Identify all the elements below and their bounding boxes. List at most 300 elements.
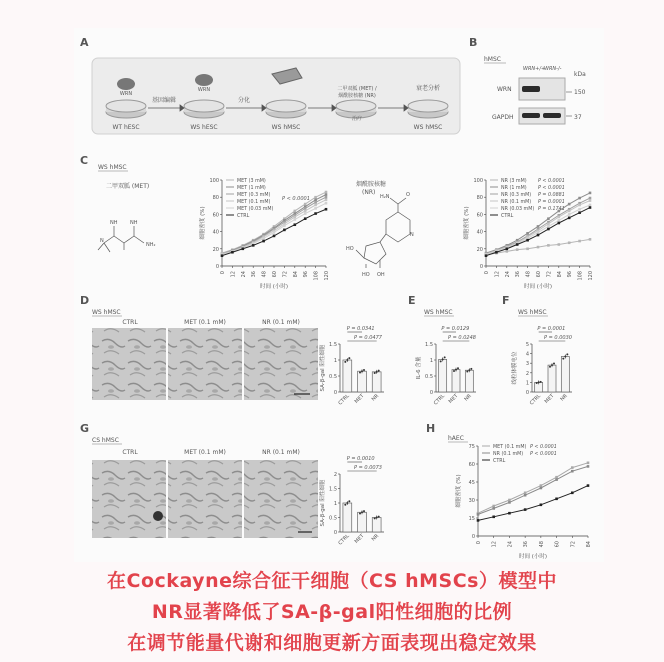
caption-line-3: 在调节能量代谢和细胞更新方面表现出稳定效果 bbox=[127, 632, 537, 654]
data-point bbox=[304, 217, 307, 220]
panel-g-letter: G bbox=[80, 422, 90, 435]
replicate-dot bbox=[553, 363, 555, 365]
data-point bbox=[314, 198, 317, 201]
legend-entry: NR (3 mM) bbox=[501, 179, 527, 184]
x-tick-label: 108 bbox=[313, 271, 320, 281]
data-point bbox=[524, 508, 527, 511]
x-tick-label: 36 bbox=[523, 541, 530, 548]
y-axis-label: 细胞密度 (%) bbox=[456, 474, 462, 508]
replicate-dot bbox=[470, 368, 472, 370]
legend-entry: CTRL bbox=[493, 459, 506, 464]
legend-p-value: P < 0.0001 bbox=[530, 452, 557, 457]
step-label: 烟酰胺核糖 (NR) bbox=[338, 93, 376, 99]
x-tick-label: MET bbox=[543, 393, 556, 405]
panel-c-cell-type: WS hMSC bbox=[98, 164, 127, 171]
data-point bbox=[540, 504, 543, 507]
replicate-dot bbox=[540, 381, 542, 383]
data-point bbox=[508, 499, 511, 502]
legend-entry: MET (0.03 mM) bbox=[237, 207, 274, 212]
x-tick-label: 108 bbox=[577, 270, 584, 281]
replicate-dot bbox=[562, 358, 564, 360]
replicate-dot bbox=[566, 353, 568, 355]
data-point bbox=[537, 246, 540, 249]
x-tick-label: 24 bbox=[240, 271, 247, 278]
replicate-dot bbox=[551, 364, 553, 366]
blot-cell-type: hMSC bbox=[484, 56, 501, 63]
legend-entry: MET (0.1 mM) bbox=[237, 200, 271, 205]
bar bbox=[343, 503, 352, 532]
y-tick-label: 45 bbox=[468, 480, 475, 486]
met-label: 二甲双胍 (MET) bbox=[106, 183, 150, 190]
bar bbox=[372, 518, 381, 533]
data-point bbox=[547, 244, 550, 247]
chart-g-sa-beta-gal bbox=[318, 456, 384, 546]
nr-structure bbox=[356, 198, 410, 268]
kda-marker: 37 bbox=[574, 114, 582, 121]
x-tick-label: 12 bbox=[491, 541, 498, 548]
legend-p-value: P < 0.0001 bbox=[538, 179, 565, 184]
data-point bbox=[578, 197, 581, 200]
data-point bbox=[568, 213, 571, 216]
legend-p-value: P < 0.0001 bbox=[530, 445, 557, 450]
chart-nr-growth bbox=[462, 178, 594, 290]
data-point bbox=[273, 231, 276, 234]
data-point bbox=[589, 238, 592, 241]
svg-text:NH: NH bbox=[130, 220, 138, 226]
replicate-dot bbox=[549, 366, 551, 368]
x-tick-label: 48 bbox=[261, 271, 268, 278]
nr-abbr: (NR) bbox=[362, 189, 376, 196]
replicate-dot bbox=[361, 511, 363, 513]
y-tick-label: 1.5 bbox=[329, 486, 337, 493]
panel-c-letter: C bbox=[80, 154, 89, 167]
p-value: P = 0.0129 bbox=[441, 326, 470, 332]
data-point bbox=[526, 239, 529, 242]
stage-label: WS hMSC bbox=[413, 124, 443, 131]
y-axis-label: 细胞密度 (%) bbox=[200, 206, 206, 240]
micrograph-met bbox=[168, 460, 242, 538]
p-value: P = 0.0030 bbox=[544, 335, 572, 341]
x-tick-label: CTRL bbox=[337, 393, 351, 407]
step-label: 分化 bbox=[237, 97, 251, 104]
y-tick-label: 1.5 bbox=[425, 342, 433, 348]
step-label: 基因编辑 bbox=[151, 97, 177, 104]
condition-label: MET (0.1 mM) bbox=[184, 319, 226, 326]
data-point bbox=[578, 240, 581, 243]
data-point bbox=[547, 223, 550, 226]
data-point bbox=[558, 216, 561, 219]
data-point bbox=[314, 201, 317, 204]
replicate-dot bbox=[376, 517, 378, 519]
x-tick-label: 48 bbox=[538, 541, 545, 548]
data-point bbox=[294, 216, 297, 219]
panel-h-cell-type: hAEC bbox=[448, 435, 464, 442]
svg-text:HO: HO bbox=[346, 246, 354, 252]
data-point bbox=[273, 235, 276, 238]
metformin-structure bbox=[98, 226, 144, 252]
panel-d-letter: D bbox=[80, 294, 90, 307]
stage-label: WS hMSC bbox=[271, 124, 301, 131]
data-point bbox=[555, 476, 558, 479]
data-point bbox=[262, 237, 265, 240]
svg-text:N: N bbox=[100, 238, 104, 244]
data-point bbox=[516, 248, 519, 251]
replicate-dot bbox=[348, 357, 350, 359]
y-tick-label: 2 bbox=[333, 472, 337, 478]
caption-line-1: 在Cockayne综合征干细胞（CS hMSCs）模型中 bbox=[107, 570, 557, 592]
data-point bbox=[252, 244, 255, 247]
y-tick-label: 60 bbox=[468, 462, 475, 468]
data-point bbox=[555, 498, 558, 501]
legend-entry: NR (1 mM) bbox=[501, 186, 527, 191]
p-value: P = 0.0341 bbox=[346, 326, 375, 332]
data-point bbox=[571, 466, 574, 469]
y-tick-label: 0 bbox=[215, 264, 219, 270]
y-tick-label: 0 bbox=[479, 264, 483, 270]
replicate-dot bbox=[468, 369, 470, 371]
data-point bbox=[314, 196, 317, 199]
data-point bbox=[547, 225, 550, 228]
y-tick-label: 2 bbox=[525, 370, 529, 377]
replicate-dot bbox=[346, 502, 348, 504]
data-point bbox=[477, 519, 480, 522]
y-axis-label: SA-β-gal 阳性细胞 bbox=[320, 344, 326, 392]
x-tick-label: 0 bbox=[220, 271, 226, 275]
step-sub-label: 治疗 bbox=[351, 116, 363, 122]
x-tick-label: MET bbox=[353, 393, 366, 405]
panel-h-letter: H bbox=[426, 422, 436, 435]
legend-entry: MET (0.3 mM) bbox=[237, 193, 271, 198]
replicate-dot bbox=[348, 500, 350, 502]
y-tick-label: 1 bbox=[429, 358, 433, 364]
y-tick-label: 3 bbox=[525, 361, 529, 368]
data-point bbox=[571, 470, 574, 473]
x-tick-label: 12 bbox=[230, 271, 237, 278]
y-axis-label: SA-β-gal 阳性细胞 bbox=[320, 479, 326, 527]
x-axis-label: 时间 (小时) bbox=[259, 284, 289, 290]
replicate-dot bbox=[442, 358, 444, 360]
legend-entry: CTRL bbox=[237, 214, 250, 219]
x-tick-label: 84 bbox=[556, 271, 563, 278]
data-point bbox=[231, 251, 234, 254]
data-point bbox=[537, 225, 540, 228]
x-tick-label: CTRL bbox=[528, 393, 543, 407]
replicate-dot bbox=[359, 512, 361, 514]
svg-text:NH₂: NH₂ bbox=[146, 242, 156, 248]
p-value: P = 0.0001 bbox=[537, 326, 566, 332]
data-point bbox=[587, 465, 590, 468]
data-point bbox=[294, 210, 297, 213]
y-tick-label: 1.5 bbox=[329, 342, 337, 348]
y-tick-label: 0 bbox=[333, 390, 337, 396]
stage-label: WT hESC bbox=[112, 124, 140, 131]
data-point bbox=[558, 243, 561, 246]
x-tick-label: 72 bbox=[546, 271, 553, 278]
data-point bbox=[283, 224, 286, 227]
micrograph-nr bbox=[244, 328, 318, 400]
panel-a-frame bbox=[92, 58, 460, 134]
x-tick-label: 96 bbox=[303, 271, 310, 278]
blot-row-label: GAPDH bbox=[492, 114, 514, 121]
x-tick-label: 72 bbox=[282, 271, 289, 278]
data-point bbox=[283, 229, 286, 232]
replicate-dot bbox=[538, 381, 540, 383]
replicate-dot bbox=[361, 370, 363, 372]
data-point bbox=[314, 204, 317, 207]
data-point bbox=[304, 210, 307, 213]
x-tick-label: 24 bbox=[507, 541, 514, 548]
gapdh-band bbox=[522, 113, 540, 118]
y-tick-label: 80 bbox=[212, 195, 219, 202]
replicate-dot bbox=[536, 382, 538, 384]
x-tick-label: 12 bbox=[494, 271, 501, 278]
panel-g-cell-type: CS hMSC bbox=[92, 437, 119, 444]
panel-a-letter: A bbox=[80, 36, 89, 49]
legend-entry: MET (0.1 mM) bbox=[493, 445, 527, 450]
legend-p-value: P < 0.0001 bbox=[538, 186, 565, 191]
y-tick-label: 0 bbox=[333, 530, 337, 536]
data-point bbox=[325, 208, 328, 211]
chart-e-il6 bbox=[414, 326, 476, 406]
legend-p-value: P = 0.0881 bbox=[538, 193, 565, 198]
bar bbox=[548, 365, 556, 392]
data-point bbox=[506, 250, 509, 253]
svg-text:H₂N: H₂N bbox=[380, 194, 390, 200]
data-point bbox=[578, 211, 581, 214]
legend-entry: NR (0.1 mM) bbox=[493, 452, 524, 457]
data-point bbox=[262, 240, 265, 243]
kda-marker: 150 bbox=[574, 89, 586, 96]
replicate-dot bbox=[440, 360, 442, 362]
replicate-dot bbox=[359, 371, 361, 373]
replicate-dot bbox=[378, 516, 380, 518]
data-point bbox=[508, 501, 511, 504]
replicate-dot bbox=[455, 369, 457, 371]
micrograph-debris bbox=[153, 511, 163, 521]
chart-met-growth bbox=[198, 178, 330, 290]
y-tick-label: 75 bbox=[468, 444, 475, 450]
x-tick-label: 120 bbox=[588, 271, 594, 281]
replicate-dot bbox=[378, 370, 380, 372]
y-tick-label: 20 bbox=[476, 246, 483, 253]
x-tick-label: MET bbox=[447, 393, 460, 405]
data-point bbox=[508, 512, 511, 515]
svg-text:NH: NH bbox=[110, 220, 118, 226]
condition-label: CTRL bbox=[122, 449, 138, 456]
x-tick-label: 0 bbox=[484, 271, 490, 275]
x-tick-label: 120 bbox=[324, 271, 330, 281]
data-point bbox=[492, 516, 495, 519]
y-tick-label: 15 bbox=[468, 516, 475, 522]
bar bbox=[372, 372, 381, 392]
y-tick-label: 0.5 bbox=[425, 374, 433, 380]
y-tick-label: 1 bbox=[333, 501, 337, 507]
x-tick-label: 36 bbox=[251, 271, 258, 278]
legend-p-value: P = 0.1741 bbox=[538, 207, 565, 212]
data-point bbox=[325, 196, 328, 199]
cell-label: WRN bbox=[119, 91, 133, 97]
legend-entry: CTRL bbox=[501, 214, 514, 219]
data-point bbox=[526, 232, 529, 235]
data-point bbox=[294, 218, 297, 221]
bar bbox=[561, 356, 569, 392]
x-tick-label: 60 bbox=[272, 271, 278, 278]
p-value: P = 0.0010 bbox=[346, 456, 375, 462]
panel-b-letter: B bbox=[469, 36, 478, 49]
condition-label: MET (0.1 mM) bbox=[184, 449, 226, 456]
y-tick-label: 0 bbox=[429, 390, 433, 396]
replicate-dot bbox=[344, 361, 346, 363]
svg-text:OH: OH bbox=[377, 272, 385, 278]
gapdh-band bbox=[543, 113, 561, 118]
condition-label: NR (0.1 mM) bbox=[262, 319, 300, 326]
data-point bbox=[325, 202, 328, 205]
replicate-dot bbox=[564, 355, 566, 357]
step-label: 二甲双胍 (MET) / bbox=[337, 86, 377, 92]
x-tick-label: 24 bbox=[504, 271, 511, 278]
x-tick-label: NR bbox=[370, 393, 381, 403]
data-point bbox=[477, 513, 480, 516]
panel-e-cell-type: WS hMSC bbox=[424, 309, 453, 316]
data-point bbox=[294, 223, 297, 226]
p-value: P < 0.0001 bbox=[282, 196, 310, 202]
replicate-dot bbox=[444, 356, 446, 358]
data-point bbox=[304, 203, 307, 206]
data-point bbox=[242, 248, 245, 251]
bar bbox=[439, 359, 447, 392]
replicate-dot bbox=[457, 367, 459, 369]
data-point bbox=[589, 197, 592, 200]
data-point bbox=[492, 507, 495, 510]
p-value: P = 0.0073 bbox=[354, 465, 382, 471]
x-tick-label: MET bbox=[353, 533, 366, 545]
p-value: P = 0.0477 bbox=[354, 335, 382, 341]
lane-label: WRN+/+ bbox=[523, 66, 546, 72]
legend-entry: MET (1 mM) bbox=[237, 186, 266, 191]
data-point bbox=[540, 484, 543, 487]
legend-p-value: P = 0.0001 bbox=[538, 200, 565, 205]
y-tick-label: 0.5 bbox=[329, 515, 337, 522]
panel-e-letter: E bbox=[408, 294, 416, 307]
data-point bbox=[568, 217, 571, 220]
data-point bbox=[485, 254, 488, 257]
data-point bbox=[555, 478, 558, 481]
replicate-dot bbox=[363, 510, 365, 512]
y-tick-label: 0 bbox=[471, 534, 475, 540]
micrograph-ctrl bbox=[92, 460, 166, 538]
chart-h-growth bbox=[454, 444, 592, 560]
replicate-dot bbox=[376, 371, 378, 373]
x-tick-label: NR bbox=[463, 393, 473, 403]
data-point bbox=[578, 204, 581, 207]
data-point bbox=[516, 243, 519, 246]
replicate-dot bbox=[466, 371, 468, 373]
data-point bbox=[526, 248, 529, 251]
y-tick-label: 30 bbox=[468, 498, 475, 504]
data-point bbox=[325, 191, 328, 194]
bar bbox=[452, 370, 460, 392]
y-tick-label: 0.5 bbox=[329, 374, 337, 380]
micrograph-nr bbox=[244, 460, 318, 538]
replicate-dot bbox=[374, 372, 376, 374]
data-point bbox=[304, 207, 307, 210]
data-point bbox=[314, 212, 317, 215]
micrograph-met bbox=[168, 328, 242, 400]
x-tick-label: 84 bbox=[586, 541, 592, 548]
data-point bbox=[589, 206, 592, 209]
data-point bbox=[587, 462, 590, 465]
legend-entry: MET (3 mM) bbox=[237, 179, 266, 184]
bar bbox=[358, 371, 367, 392]
svg-text:O: O bbox=[406, 192, 410, 198]
panel-b-western-blot bbox=[484, 56, 586, 124]
data-point bbox=[547, 228, 550, 231]
data-point bbox=[558, 219, 561, 222]
data-point bbox=[571, 492, 574, 495]
data-point bbox=[568, 210, 571, 213]
data-point bbox=[589, 204, 592, 207]
panel-f-letter: F bbox=[502, 294, 510, 307]
x-axis-label: 时间 (小时) bbox=[518, 554, 548, 560]
y-axis-label: 细胞密度 (%) bbox=[464, 206, 470, 240]
x-tick-label: 72 bbox=[570, 541, 577, 548]
legend-entry: NR (0.3 mM) bbox=[501, 193, 532, 198]
condition-label: CTRL bbox=[122, 319, 138, 326]
data-point bbox=[524, 494, 527, 497]
blot-row-label: WRN bbox=[497, 86, 512, 93]
data-point bbox=[568, 203, 571, 206]
cell-label: WRN bbox=[197, 87, 211, 93]
data-point bbox=[568, 241, 571, 244]
p-value: P = 0.0248 bbox=[448, 335, 476, 341]
y-axis-label: IL-6 含量 bbox=[416, 356, 422, 380]
dish-5 bbox=[408, 100, 448, 118]
y-tick-label: 20 bbox=[212, 246, 219, 253]
x-tick-label: 36 bbox=[515, 271, 522, 278]
data-point bbox=[558, 222, 561, 225]
data-point bbox=[304, 212, 307, 215]
x-tick-label: 48 bbox=[525, 271, 532, 278]
data-point bbox=[537, 234, 540, 237]
y-tick-label: 0 bbox=[525, 390, 529, 396]
x-axis-label: 时间 (小时) bbox=[523, 284, 553, 290]
legend-entry: NR (0.03 mM) bbox=[501, 207, 535, 212]
replicate-dot bbox=[363, 369, 365, 371]
replicate-dot bbox=[344, 504, 346, 506]
data-point bbox=[578, 208, 581, 211]
bar bbox=[358, 512, 367, 532]
data-point bbox=[547, 217, 550, 220]
data-point bbox=[325, 193, 328, 196]
x-tick-label: 96 bbox=[567, 271, 574, 278]
x-tick-label: 60 bbox=[536, 271, 542, 278]
svg-text:N: N bbox=[410, 232, 414, 238]
y-tick-label: 80 bbox=[476, 195, 483, 202]
data-point bbox=[540, 487, 543, 490]
lane-label: WRN-/- bbox=[544, 66, 562, 72]
data-point bbox=[325, 198, 328, 201]
panel-f-cell-type: WS hMSC bbox=[518, 309, 547, 316]
wrn-band bbox=[522, 86, 540, 92]
bar bbox=[465, 370, 473, 392]
y-tick-label: 100 bbox=[209, 178, 219, 184]
x-tick-label: NR bbox=[370, 533, 381, 543]
step-label: 衰老分析 bbox=[415, 85, 441, 92]
svg-text:HO: HO bbox=[362, 272, 370, 278]
bar bbox=[343, 360, 352, 392]
data-point bbox=[524, 492, 527, 495]
chart-f-mito bbox=[510, 326, 572, 406]
